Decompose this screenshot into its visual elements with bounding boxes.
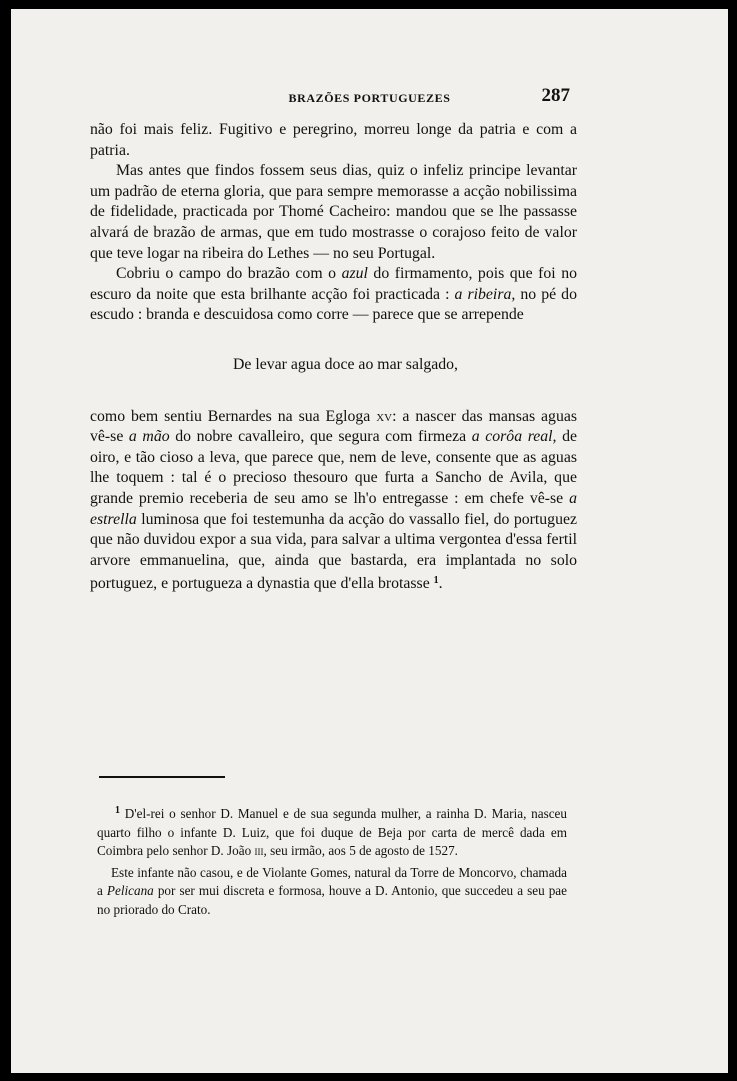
footnote-1-mark: 1: [115, 805, 120, 816]
italic-a-estrella: a estrella: [90, 489, 577, 528]
italic-a-mao: a mão: [128, 428, 170, 446]
footnote-2-text-a: Este infante não casou, e de Violante Gomes, natural da Torre de Moncorvo, chamada a: [97, 864, 567, 899]
paragraph-1: não foi mais feliz. Fugitivo e peregrino, morreu longe da patria e com a patria.: [90, 121, 577, 159]
footnotes: [97, 802, 567, 920]
paragraph-4-text-c: do nobre cavalleiro, que segura com firmeza: [169, 428, 472, 446]
main-text: [90, 120, 577, 595]
paragraph-3-text-b: do firmamento, pois que foi no escuro da noite que esta brilhante acção foi practicada :: [90, 265, 577, 303]
footnote-2-text-b: por ser mui discreta e formosa, houve a D. Antonio, que succedeu a seu pae no priorado do Crato.: [97, 883, 568, 917]
footnote-1-text-a: D'el-rei o senhor D. Manuel e de sua segunda mulher, a rainha D. Maria, nasceu quarto filho o infante D. Luiz, que foi duque de Beja por carta de mercê dada em Coimbra pelo senhor D. João: [97, 806, 567, 859]
joao-numeral: iii: [254, 843, 264, 859]
italic-a-corôa-real: a corôa real,: [471, 428, 557, 446]
page-number: 287: [541, 85, 570, 106]
paragraph-4: [90, 407, 577, 595]
paragraph-4-text-d: de oiro, e tão cioso a leva, que parece que, nem de leve, consente que as aguas lhe toquem : tal é o precioso thesouro que furta a Sancho de Avila, que grande premio receberia de seu amo se lh'o entregasse : em chefe vê-se: [90, 428, 577, 507]
italic-a-ribeira: a ribeira,: [454, 285, 516, 303]
paragraph-4-text-a: como bem sentiu Bernardes na sua Egloga: [90, 407, 377, 425]
footnote-1-text-b: , seu irmão, aos 5 de agosto de 1527.: [263, 843, 458, 859]
running-title: BRAZÕES PORTUGUEZES: [288, 91, 451, 105]
book-page: [11, 9, 728, 1073]
footnote-separator: [99, 776, 225, 778]
paragraph-3-text-c: no pé do escudo : branda e descuidosa como corre — parece que se arrepende: [90, 285, 577, 324]
italic-pelicana: Pelicana: [106, 883, 154, 899]
paragraph-4-text-f: .: [438, 575, 443, 593]
paragraph-4-text-e: luminosa que foi testemunha da acção do vassallo fiel, do portuguez que não duvidou expor a sua vida, para salvar a ultima vergontea d'essa fertil arvore emmanuelina, que, ainda que bastarda, era implantada no solo portuguez, e portugueza a dynastia que d'ella brotasse: [90, 510, 577, 593]
paragraph-4-text-b: : a nascer das mansas aguas vê-se: [90, 407, 578, 446]
italic-azul: azul: [341, 265, 368, 283]
footnote-1-continuation: [97, 864, 567, 920]
verse-quote: De levar agua doce ao mar salgado,: [233, 355, 458, 373]
paragraph-3-text-a: Cobriu o campo do brazão com o: [116, 265, 342, 283]
egloga-numeral: xv: [376, 407, 393, 425]
paragraph-2: Mas antes que findos fossem seus dias, quiz o infeliz principe levantar um padrão de eterna gloria, que para sempre memorasse a acção nobilissima de fidelidade, practicada por Thomé Cacheiro: mandou que se lhe passasse alvará de brazão de armas, que em tudo mostrasse o corajoso feito de valor que teve logar na ribeira do Lethes — no seu Portugal.: [90, 162, 577, 262]
footnote-1: [97, 802, 567, 861]
footnote-reference[interactable]: 1: [433, 575, 439, 587]
page-header: [11, 85, 728, 113]
paragraph-3: [90, 264, 577, 326]
